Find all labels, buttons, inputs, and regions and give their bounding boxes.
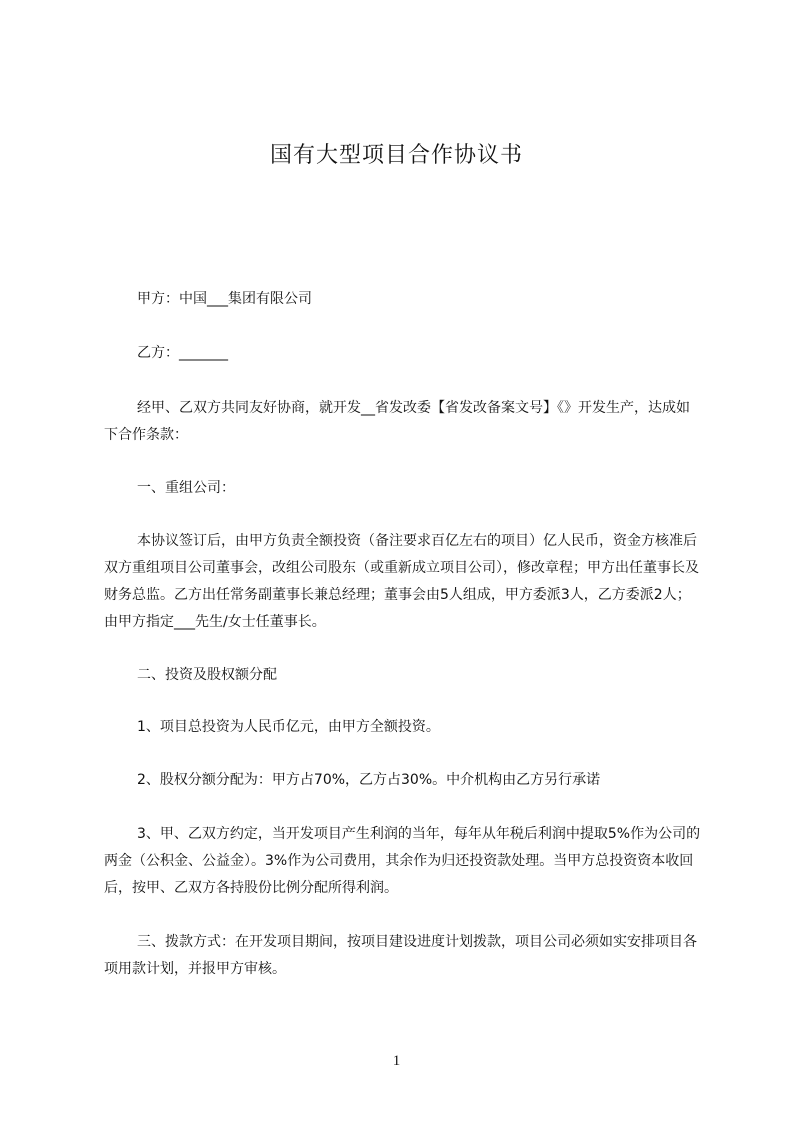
section2-heading: 二、投资及股权额分配 xyxy=(137,667,277,683)
section1-heading: 一、重组公司： xyxy=(137,480,235,496)
intro-paragraph: 经甲、乙双方共同友好协商，就开发__省发改委【省发改备案文号】《》开发生产，达成如下合作条款： xyxy=(104,400,690,443)
party-b-line: 乙方：_______ xyxy=(137,345,228,361)
investment-item-1: 1、项目总投资为人民币亿元，由甲方全额投资。 xyxy=(137,719,440,735)
party-a-line: 甲方：中国___集团有限公司 xyxy=(137,291,312,307)
investment-item-3: 3、甲、乙双方约定，当开发项目产生利润的当年，每年从年税后利润中提取5%作为公司的两金（公积金、公益金）。3%作为公司费用，其余作为归还投资款处理。当甲方总投资资本收回后，按甲、乙双方各持股份比例分配所得利润。 xyxy=(104,826,701,896)
page-number: 1 xyxy=(392,1053,401,1069)
section1-body: 本协议签订后，由甲方负责全额投资（备注要求百亿左右的项目）亿人民币，资金方核准后双方重组项目公司董事会，改组公司股东（或重新成立项目公司），修改章程；甲方出任董事长及财务总监。乙方出任常务副董事长兼总经理；董事会由5人组成，甲方委派3人，乙方委派2人；由甲方指定___先生/女士任董事长。 xyxy=(104,533,699,630)
investment-item-2: 2、股权分额分配为：甲方占70%，乙方占30%。中介机构由乙方另行承诺 xyxy=(137,772,601,788)
section3-paragraph: 三、拨款方式：在开发项目期间，按项目建设进度计划拨款，项目公司必须如实安排项目各项用款计划，并报甲方审核。 xyxy=(104,934,697,977)
document-title: 国有大型项目合作协议书 xyxy=(269,143,523,168)
